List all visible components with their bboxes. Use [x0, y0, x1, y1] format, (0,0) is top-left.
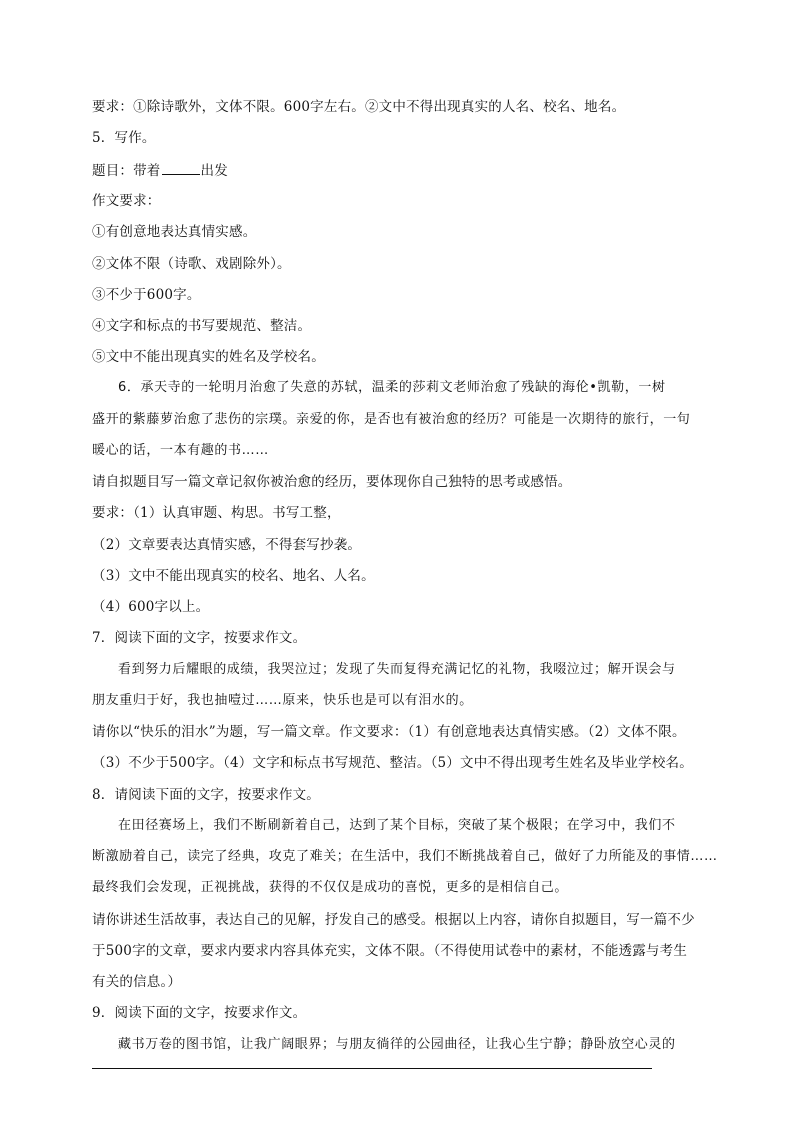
- q8-heading: 8．请阅读下面的文字，按要求作文。: [92, 787, 320, 803]
- q6-prompt: 请自拟题目写一篇文章记叙你被治愈的经历，要体现你自己独特的思考或感悟。: [92, 474, 572, 490]
- q5-title-before: 题目：带着: [92, 163, 161, 179]
- q5-req-5: ⑤文中不能出现真实的姓名及学校名。: [92, 349, 325, 365]
- q5-title-prompt: [92, 160, 228, 181]
- q7-passage-2: 朋友重归于好，我也抽噎过……原来，快乐也是可以有泪水的。: [92, 693, 473, 708]
- q9-passage-1: 藏书万卷的图书馆，让我广阔眼界；与朋友徜徉的公园曲径，让我心生宁静；静卧放空心灵的: [118, 1037, 676, 1052]
- q9-heading: 9．阅读下面的文字，按要求作文。: [92, 1005, 307, 1021]
- q7-prompt-1: 请你以“快乐的泪水”为题，写一篇文章。作文要求：（1）有创意地表达真情实感。（2）文体不限。: [92, 724, 686, 740]
- q6-passage-2: 盛开的紫藤萝治愈了悲伤的宗璞。亲爱的你，是否也有被治愈的经历？可能是一次期待的旅行，一句: [92, 412, 691, 427]
- q4-requirement: 要求：①除诗歌外，文体不限。600字左右。②文中不得出现真实的人名、校名、地名。: [92, 99, 626, 115]
- q5-requirements-label: 作文要求：: [92, 193, 161, 209]
- q8-prompt-1: 请你讲述生活故事，表达自己的见解，抒发自己的感受。根据以上内容，请你自拟题目，写一篇不少: [92, 912, 695, 928]
- q7-heading: 7．阅读下面的文字，按要求作文。: [92, 630, 307, 646]
- q6-req-4: （4）600字以上。: [92, 599, 210, 615]
- q6-passage-3: 暖心的话，一本有趣的书……: [92, 443, 269, 458]
- q6-passage-1: 6．承天寺的一轮明月治愈了失意的苏轼，温柔的莎莉文老师治愈了残缺的海伦•凯勒，一树: [118, 380, 666, 395]
- q5-req-3: ③不少于600字。: [92, 287, 201, 303]
- q5-req-2: ②文体不限（诗歌、戏剧除外）。: [92, 256, 291, 272]
- q8-prompt-2: 于500字的文章，要求内要求内容具体充实，文体不限。（不得使用试卷中的素材，不能透露与考生: [92, 943, 688, 959]
- footer-divider: [92, 1068, 652, 1069]
- q6-req-1: 要求：（1）认真审题、构思。书写工整，: [92, 505, 341, 521]
- title-blank: [162, 160, 200, 175]
- q8-passage-2: 断激励着自己，读完了经典，攻克了难关；在生活中，我们不断挑战着自己，做好了力所能及的事情……: [92, 849, 718, 864]
- q8-prompt-3: 有关的信息。）: [92, 974, 182, 990]
- q7-passage-1: 看到努力后耀眼的成绩，我哭泣过；发现了失而复得充满记忆的礼物，我啜泣过；解开误会与: [118, 662, 676, 677]
- q5-req-4: ④文字和标点的书写要规范、整洁。: [92, 318, 312, 334]
- q5-heading: 5．写作。: [92, 130, 156, 146]
- q7-prompt-2: （3）不少于500字。（4）文字和标点书写规范、整洁。（5）文中不得出现考生姓名及毕业学校名。: [92, 755, 693, 771]
- q8-passage-3: 最终我们会发现，正视挑战，获得的不仅仅是成功的喜悦，更多的是相信自己。: [92, 880, 569, 895]
- q8-passage-1: 在田径赛场上，我们不断刷新着自己，达到了某个目标，突破了某个极限；在学习中，我们不: [118, 818, 676, 833]
- q6-req-3: （3）文中不能出现真实的校名、地名、人名。: [92, 568, 375, 584]
- q6-req-2: （2）文章要表达真情实感，不得套写抄袭。: [92, 537, 362, 553]
- q5-req-1: ①有创意地表达真情实感。: [92, 224, 257, 240]
- q5-title-after: 出发: [200, 163, 228, 179]
